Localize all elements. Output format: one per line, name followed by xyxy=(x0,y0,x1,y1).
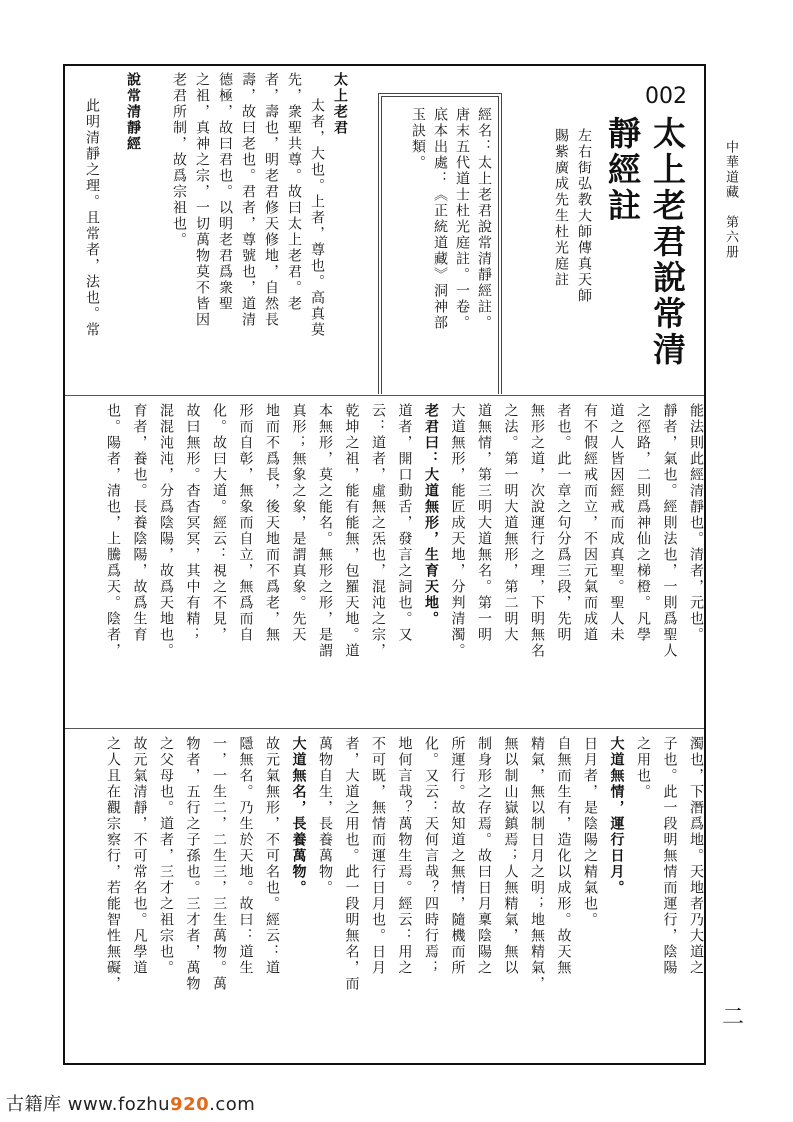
text-column: 道無情，第三明大道無名。第一明 xyxy=(476,403,492,643)
text-column: 此明清靜之理。且常者，法也。常 xyxy=(84,98,100,338)
author-line-2: 賜紫廣成先生杜光庭註 xyxy=(553,128,569,288)
text-column: 之法。第一明大道無形，第二明大 xyxy=(502,403,519,643)
text-column: 濁也，下潛爲地。天地者乃大道之 xyxy=(688,736,704,976)
text-column: 也。陽者，清也，上騰爲天。陰者， xyxy=(105,403,121,659)
title-band xyxy=(65,66,704,394)
scripture-title-cont: 靜經註 xyxy=(603,116,642,224)
author-line-1: 左右街弘教大師傳真天師 xyxy=(576,128,592,304)
site-label: 古籍库 xyxy=(6,1094,62,1115)
scripture-title: 太上老君說常清 xyxy=(648,116,687,368)
volume-name: 第六册 xyxy=(723,215,738,260)
text-column: 之人且在觀宗察行，若能智性無礙， xyxy=(105,736,121,992)
watermark-footer xyxy=(6,1090,255,1116)
text-column: 乾坤之祖，能有能無，包羅天地。道 xyxy=(343,403,360,659)
text-column: 化。故曰大道。經云：視之不見， xyxy=(211,403,227,643)
text-column: 之用也。 xyxy=(635,736,651,800)
section-heading: 大道無名，長養萬物。 xyxy=(290,736,307,896)
info-line: 唐末五代道士杜光庭註。一卷。 xyxy=(454,107,470,331)
text-column: 地何言哉？萬物生焉。經云：用之 xyxy=(396,736,413,976)
text-column: 無以制山嶽鎮焉；人無精氣，無以 xyxy=(502,736,519,976)
text-band-3 xyxy=(65,730,704,1064)
text-column: 萬物自生，長養萬物。 xyxy=(317,736,333,896)
text-column: 不可既，無情而運行日月也。日月 xyxy=(370,736,386,976)
page-frame xyxy=(63,64,706,1065)
text-column: 化。又云：天何言哉？四時行焉； xyxy=(423,736,439,976)
text-column: 一，一生二，二生三，三生萬物。萬 xyxy=(211,736,227,992)
section-heading: 說常清靜經 xyxy=(125,72,141,152)
text-column: 德極，故曰君也。以明老君爲衆聖 xyxy=(217,72,233,312)
book-name: 中華道藏 xyxy=(723,140,738,200)
band-divider xyxy=(65,395,704,396)
text-column: 子也。此一段明無情而運行，陰陽 xyxy=(661,736,678,976)
section-heading: 老君曰：大道無形，生育天地。 xyxy=(423,403,439,627)
url-suffix: .com xyxy=(209,1094,256,1115)
text-column: 隱無名。乃生於天地。故曰：道生 xyxy=(237,736,254,976)
text-column: 制身形之存焉。故曰日月稟陰陽之 xyxy=(476,736,492,976)
info-line: 底本出處：《正統道藏》洞神部 xyxy=(432,107,448,331)
text-column: 無形之道，次說運行之理，下明無名 xyxy=(529,403,545,659)
text-column: 育者，養也。長養陰陽，故爲生育 xyxy=(131,403,148,643)
margin-label xyxy=(721,140,740,260)
text-column: 精氣，無以制日月之明；地無精氣， xyxy=(529,736,545,992)
text-column: 本無形，莫之能名。無形之形，是謂 xyxy=(317,403,333,659)
info-line: 經名：太上老君說常清靜經註。 xyxy=(476,107,492,331)
section-heading: 大道無情，運行日月。 xyxy=(608,736,625,896)
text-column: 者也。此一章之句分爲三段，先明 xyxy=(555,403,572,643)
text-band-2 xyxy=(65,397,704,727)
text-column: 故元氣無形，不可名也。經云：道 xyxy=(264,736,280,976)
text-column: 壽，故曰老也。君者，尊號也，道清 xyxy=(240,72,256,328)
text-column: 所運行。故知道之無情，隨機而所 xyxy=(449,736,466,976)
text-column: 先，衆聖共尊。故曰太上老君。老 xyxy=(286,72,302,312)
text-column: 之父母也。道者，三才之祖宗也。 xyxy=(158,736,174,976)
page-number: 二 xyxy=(722,1005,745,1030)
band-divider xyxy=(65,728,704,729)
text-column: 故元氣清靜，不可常名也。凡學道 xyxy=(131,736,148,976)
text-column: 道之人皆因經戒而成真聖。聖人未 xyxy=(608,403,625,643)
text-column: 物者，五行之子孫也。三才者，萬物 xyxy=(184,736,201,992)
text-column: 地而不爲長，後天地而不爲老，無 xyxy=(264,403,280,643)
text-column: 云：道者，虛無之炁也，混沌之宗， xyxy=(370,403,386,659)
text-column: 道者，開口動舌，發言之詞也。又 xyxy=(396,403,413,643)
text-column: 有不假經戒而立，不因元氣而成道 xyxy=(582,403,598,643)
text-number: 002 xyxy=(645,84,687,109)
text-column: 之祖，真神之宗，一切萬物莫不皆因 xyxy=(194,72,210,328)
text-column: 者，壽也，明老君修天修地，自然長 xyxy=(263,72,279,328)
info-box xyxy=(381,96,499,394)
text-column: 日月者，是陰陽之精氣也。 xyxy=(582,736,598,928)
text-column: 形而自彰，無象而自立，無爲而自 xyxy=(237,403,254,643)
text-column: 能法則此經清靜也。清者，元也。 xyxy=(688,403,704,643)
text-column: 自無而生有，造化以成形。故天無 xyxy=(555,736,572,976)
section-heading: 太上老君 xyxy=(332,72,348,136)
text-column: 混混沌沌，分爲陰陽，故爲天地也。 xyxy=(158,403,174,659)
url-prefix: www.fozhu xyxy=(67,1094,171,1115)
info-line: 玉訣類。 xyxy=(410,107,426,171)
text-column: 之徑路，二則爲神仙之梯橙。凡學 xyxy=(635,403,651,643)
text-column: 者，大道之用也。此一段明無名，而 xyxy=(343,736,360,992)
text-column: 真形；無象之象，是謂真象。先天 xyxy=(290,403,307,643)
url-number: 920 xyxy=(170,1094,210,1115)
text-column: 大道無形，能匠成天地，分判清濁。 xyxy=(449,403,466,659)
text-column: 故曰無形。杳杳冥冥，其中有精； xyxy=(184,403,201,643)
text-column: 太者，大也。上者，尊也。高真莫 xyxy=(309,98,325,338)
text-column: 靜者，氣也。經則法也，一則爲聖人 xyxy=(661,403,678,659)
text-column: 老君所制，故爲宗祖也。 xyxy=(171,72,187,248)
